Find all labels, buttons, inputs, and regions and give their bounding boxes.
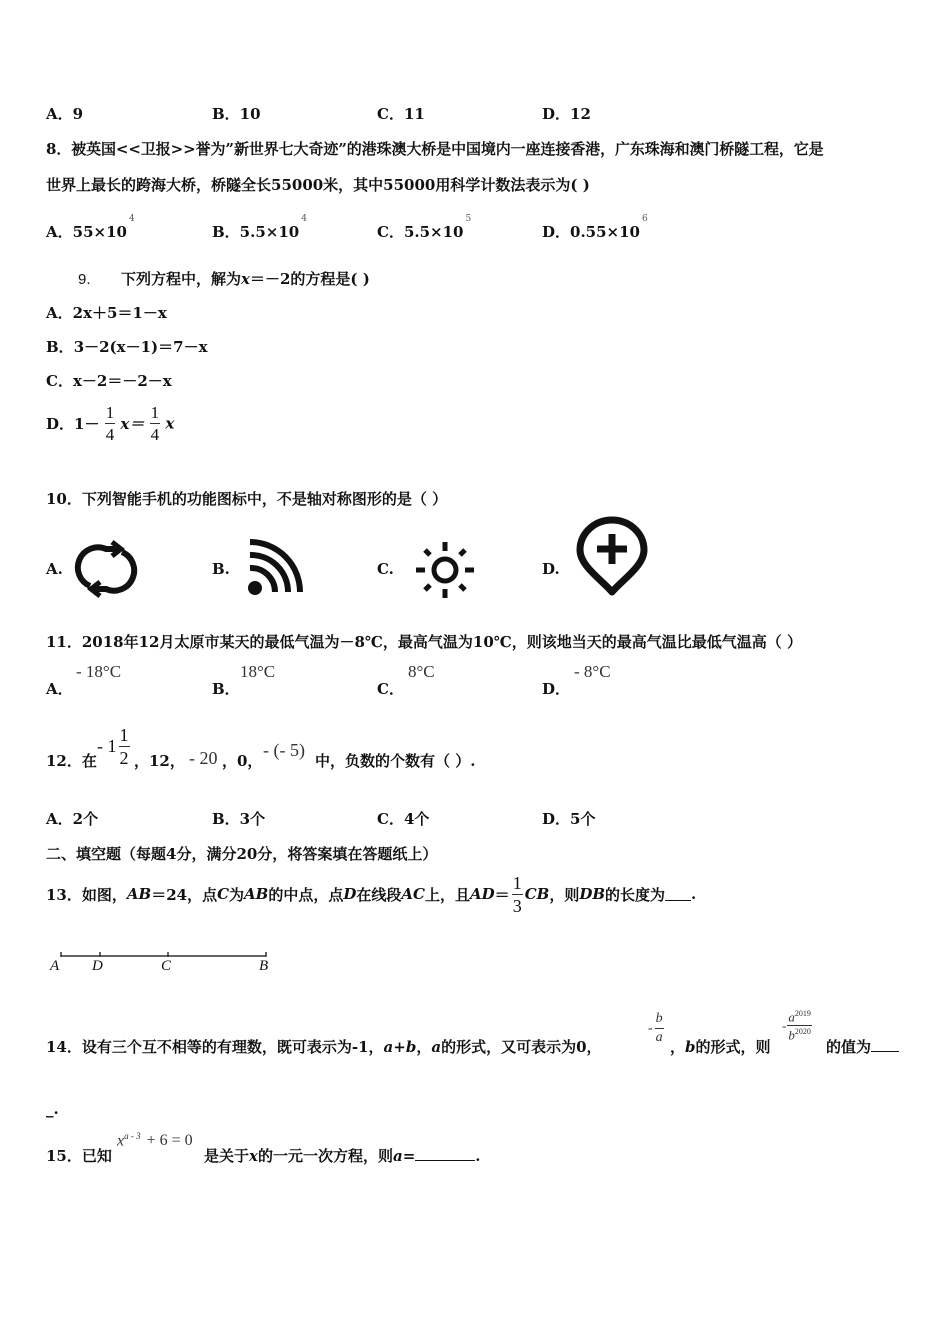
q14-stem-pre: 14．设有三个互不相等的有理数，既可表示为-1，a+b，a的形式，又可表示为0， [46, 1038, 602, 1056]
q11-option-b-value: 18°C [240, 662, 276, 681]
figure-label-b: B [259, 958, 269, 974]
q8-option-b: B．$5.5\times 10^4$ [212, 214, 307, 241]
brightness-sun-icon [413, 540, 477, 600]
fraction-one-quarter: $\frac{1}{4}$ [105, 403, 115, 444]
q11-option-a-value: - 18°C [76, 662, 122, 681]
q12-mid1: ，12， [134, 752, 185, 770]
q8-stem-line2: 世界上最长的跨海大桥，桥隧全长55000米，其中55000用科学计数法表示为( ) [46, 176, 590, 194]
figure-label-a: A [50, 958, 60, 974]
q10-stem: 10．下列智能手机的功能图标中，不是轴对称图形的是（ ） [46, 490, 448, 508]
q12-neg-neg5: - (- 5) [263, 740, 305, 760]
q12-neg20: - 20 [189, 748, 218, 768]
q14-tail: _. [46, 1100, 59, 1118]
q8-option-d: D．$0.55\times 10^6$ [542, 214, 648, 241]
section-heading: 二、填空题（每题4分，满分20分，将答案填在答题纸上） [46, 845, 438, 863]
q14-fraction-power: - $\frac{a^{2019}}{b^{2020}}$ [782, 1009, 811, 1043]
q12-mid2: ，0， [222, 752, 263, 770]
q11-option-b-label: B． [212, 680, 240, 698]
q9-option-d: D．1－ $\frac{1}{4}$ x＝ $\frac{1}{4}$ x [46, 403, 175, 444]
q10-option-d: D. [542, 560, 560, 578]
location-pin-plus-icon [575, 518, 649, 598]
q12-post: 中，负数的个数有（ ）. [315, 752, 476, 770]
q11-option-d-label: D． [542, 680, 571, 698]
q12-option-d: D．5个 [542, 810, 596, 828]
q11-option-c-value: 8°C [408, 662, 435, 681]
q9-option-a: A．2x＋5＝1－x [46, 304, 167, 322]
q7-option-c: C．11 [377, 105, 425, 123]
q12-option-a: A．2个 [46, 810, 99, 828]
q13-stem: 13．如图， AB ＝24，点 C 为 AB 的中点，点 D 在线段 AC 上，且 AD ＝ $\frac{1}{3}$ CB ，则 DB 的长度为 . [46, 872, 697, 916]
refresh-icon [76, 540, 136, 598]
q7-option-b: B．10 [212, 105, 261, 123]
q7-option-a: A．9 [46, 105, 84, 123]
q8-stem-line1: 8．被英国<<卫报>>誉为”新世界七大奇迹”的港珠澳大桥是中国境内一座连接香港，广东珠海和澳门桥隧工程，它是 [46, 140, 824, 158]
q10-option-b: B. [212, 560, 230, 578]
q9-option-c: C．x－2＝－2－x [46, 372, 172, 390]
q9-stem: 9. 下列方程中，解为x＝－2的方程是( ) [78, 270, 370, 288]
q11-stem: 11．2018年12月太原市某天的最低气温为－8℃，最高气温为10℃，则该地当天的最高气温比最低气温高（ ） [46, 633, 802, 651]
answer-blank[interactable] [415, 1148, 475, 1161]
q10-option-a: A. [46, 560, 63, 578]
figure-label-c: C [161, 958, 172, 974]
q12-option-c: C．4个 [377, 810, 430, 828]
q15-post: 是关于x的一元一次方程，则a= . [204, 1147, 481, 1165]
fraction-one-third: $\frac{1}{3}$ [512, 872, 522, 916]
q8-option-c: C．$5.5\times 10^5$ [377, 214, 472, 241]
answer-blank[interactable] [665, 888, 691, 901]
q15-equation: $x^{a - 3} + 6 = 0$ [117, 1131, 193, 1150]
q10-option-c: C. [377, 560, 394, 578]
q9-option-b: B．3－2(x－1)＝7－x [46, 338, 208, 356]
q14-stem-post: 的值为 [826, 1036, 899, 1057]
q14-stem-mid: ，b的形式，则 [670, 1038, 771, 1056]
q12-pre: 12．在 [46, 752, 97, 770]
fraction-one-quarter-2: $\frac{1}{4}$ [150, 403, 160, 444]
q14-fraction-b-over-a: - $\frac{b}{a}$ [648, 1011, 663, 1045]
q12-option-b: B．3个 [212, 810, 266, 828]
q11-option-d-value: - 8°C [574, 662, 611, 681]
q11-option-a-label: A． [46, 680, 73, 698]
answer-blank[interactable] [871, 1039, 899, 1052]
q15-pre: 15．已知 [46, 1147, 112, 1165]
q7-option-d: D．12 [542, 105, 591, 123]
figure-label-d: D [92, 958, 103, 974]
wifi-signal-icon [245, 540, 305, 600]
q12-mixed-number: - 1 $\frac{1}{2}$ [97, 725, 129, 768]
q8-option-a: A．$55\times 10^4$ [46, 214, 135, 241]
q11-option-c-label: C． [377, 680, 404, 698]
